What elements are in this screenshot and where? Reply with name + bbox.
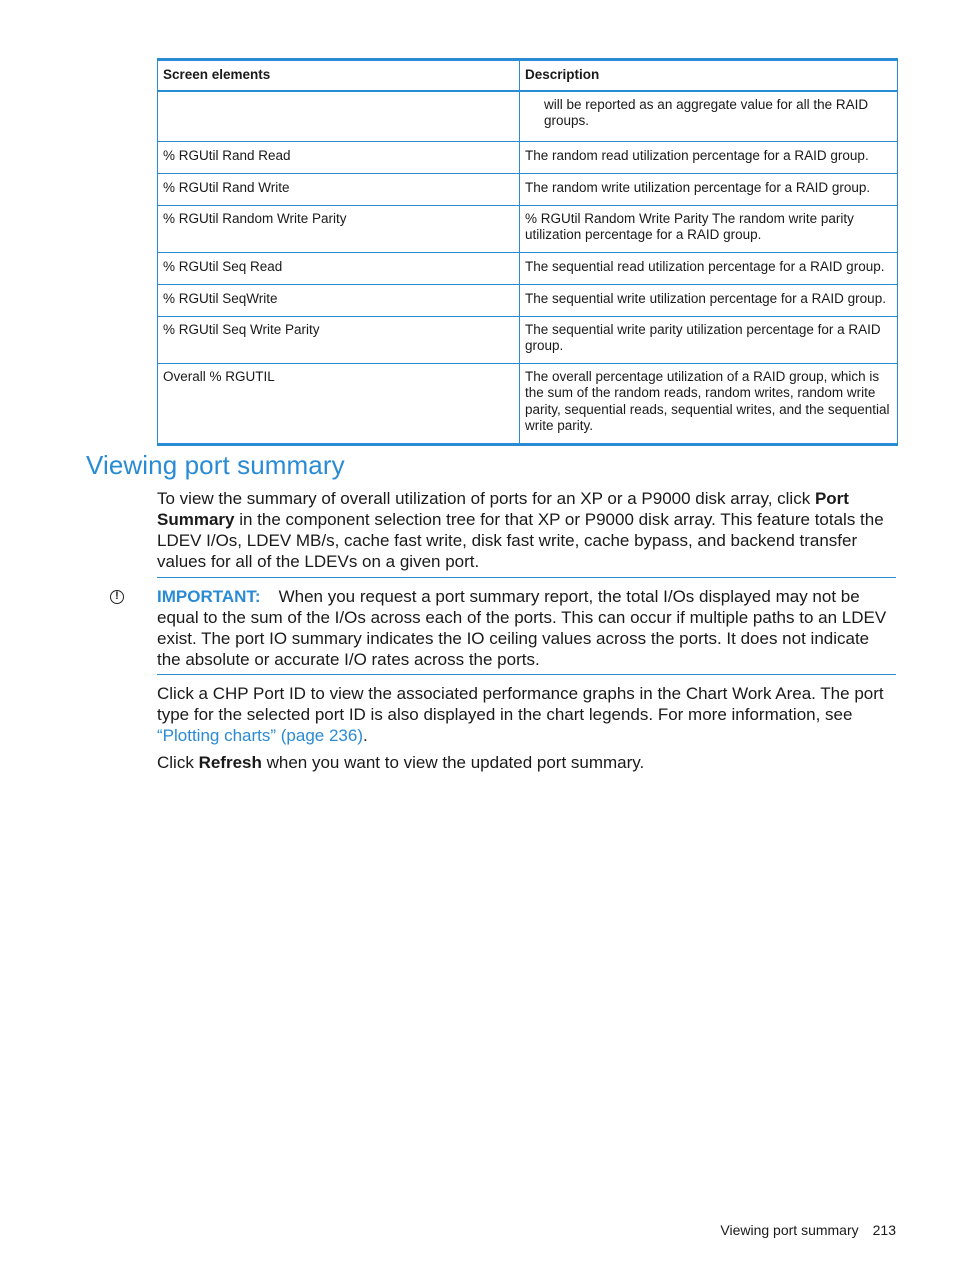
row-description: The sequential read utilization percentage for a RAID group.	[520, 252, 898, 284]
row-description: The sequential write utilization percentage for a RAID group.	[520, 284, 898, 316]
row-element: % RGUtil Rand Read	[158, 141, 520, 173]
row-element: % RGUtil Random Write Parity	[158, 205, 520, 252]
row-description: % RGUtil Random Write Parity The random write parity utilization percentage for a RAID group.	[520, 205, 898, 252]
row-description: The sequential write parity utilization percentage for a RAID group.	[520, 316, 898, 363]
table-row	[158, 91, 898, 142]
header-screen-elements: Screen elements	[158, 60, 520, 91]
table-row	[158, 205, 898, 252]
port-summary-term: Port Summary	[157, 489, 849, 529]
table-row	[158, 284, 898, 316]
important-text: When you request a port summary report, the total I/Os displayed may not be equal to the sum of the I/Os across each of the ports. This can occur if multiple paths to an LDEV exist. The port IO summary indicates the IO ceiling values across the ports. It does not indicate the absolute or accurate I/O rates across the ports.	[157, 587, 887, 669]
intro-text-after: in the component selection tree for that XP or P9000 disk array. This feature totals the LDEV I/Os, LDEV MB/s, cache fast write, disk fast write, cache bypass, and backend transfer values for all of the LDEVs on a given port.	[157, 510, 884, 571]
refresh-text-after: when you want to view the updated port summary.	[261, 753, 645, 772]
row-description: The random write utilization percentage for a RAID group.	[520, 173, 898, 205]
screen-elements-table	[157, 58, 898, 446]
row-description: will be reported as an aggregate value for all the RAID groups.	[520, 91, 898, 142]
row-description: The overall percentage utilization of a RAID group, which is the sum of the random reads, random writes, random write parity, sequential reads, sequential writes, and the sequential write parity.	[520, 363, 898, 444]
exclamation-circle-icon: !	[110, 590, 124, 604]
page-footer	[720, 1222, 896, 1238]
important-note	[157, 586, 897, 670]
important-bottom-rule	[157, 674, 896, 675]
plotting-charts-link[interactable]: “Plotting charts” (page 236)	[157, 726, 363, 745]
row-element: % RGUtil SeqWrite	[158, 284, 520, 316]
chp-text-before: Click a CHP Port ID to view the associated performance graphs in the Chart Work Area. The port type for the selected port ID is also displayed in the chart legends. For more information, see	[157, 684, 884, 724]
refresh-term: Refresh	[198, 753, 262, 772]
intro-paragraph	[157, 488, 897, 572]
table-row	[158, 141, 898, 173]
refresh-paragraph	[157, 752, 897, 773]
row-element: % RGUtil Seq Write Parity	[158, 316, 520, 363]
important-top-rule	[157, 577, 896, 578]
table-row	[158, 363, 898, 444]
row-element: % RGUtil Rand Write	[158, 173, 520, 205]
table-row	[158, 252, 898, 284]
chp-port-paragraph	[157, 683, 897, 746]
row-element	[158, 91, 520, 142]
section-title: Viewing port summary	[86, 450, 345, 480]
header-description: Description	[520, 60, 898, 91]
row-element: % RGUtil Seq Read	[158, 252, 520, 284]
screen-elements-table-container	[157, 58, 897, 446]
chp-text-after: .	[363, 726, 368, 745]
row-description: The random read utilization percentage for a RAID group.	[520, 141, 898, 173]
intro-text-before: To view the summary of overall utilization of ports for an XP or a P9000 disk array, click	[157, 489, 815, 508]
table-row	[158, 316, 898, 363]
table-row	[158, 173, 898, 205]
important-label: IMPORTANT:	[157, 587, 261, 606]
table-header-row	[158, 60, 898, 91]
footer-section-name: Viewing port summary	[720, 1222, 859, 1238]
row-element: Overall % RGUTIL	[158, 363, 520, 444]
refresh-text-before: Click	[157, 753, 199, 772]
page-number: 213	[872, 1222, 896, 1238]
